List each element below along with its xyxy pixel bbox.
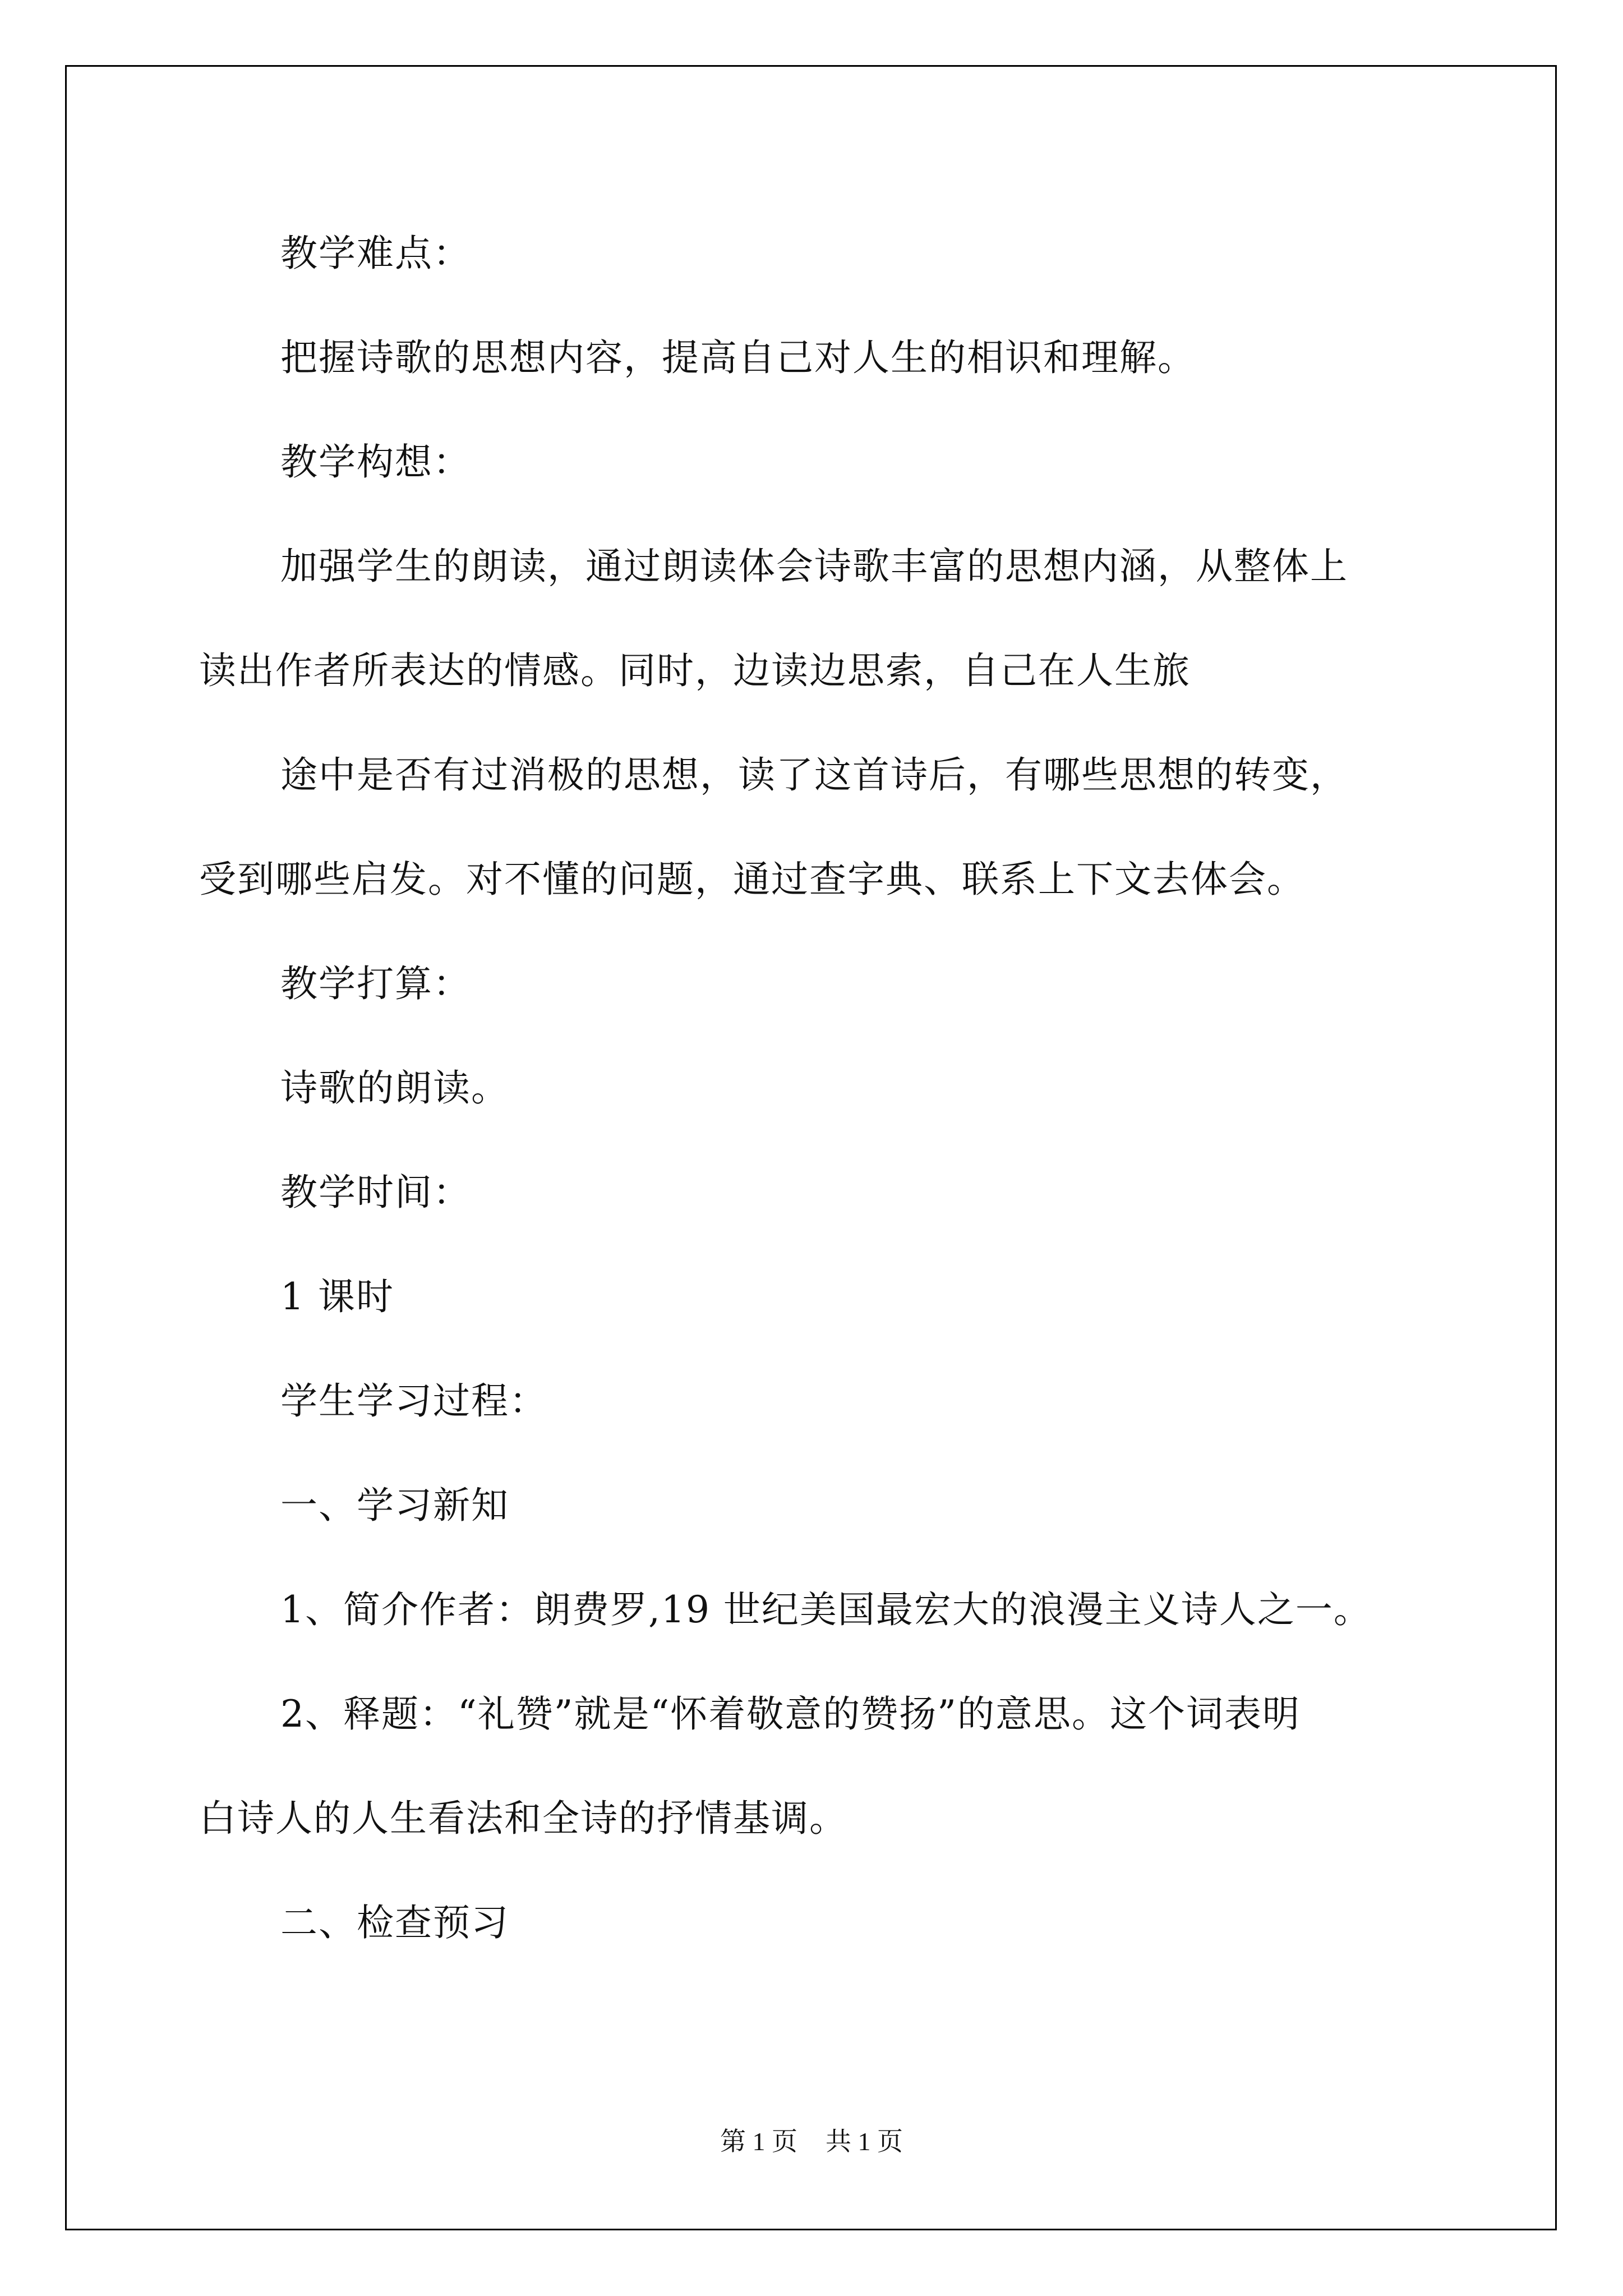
page-footer — [0, 2126, 1623, 2157]
text-line: 教学难点： — [280, 232, 471, 275]
text-line: 加强学生的朗读，通过朗读体会诗歌丰富的思想内涵，从整体上 — [280, 545, 1348, 588]
text-line: 白诗人的人生看法和全诗的抒情基调。 — [199, 1797, 847, 1840]
text-line: 教学时间： — [280, 1171, 471, 1214]
text-line: 途中是否有过消极的思想，读了这首诗后，有哪些思想的转变， — [280, 753, 1348, 797]
text-line: 1、简介作者：朗费罗,19 世纪美国最宏大的浪漫主义诗人之一。 — [280, 1588, 1372, 1631]
text-line: 2、释题：“礼赞”就是“怀着敬意的赞扬”的意思。这个词表明 — [280, 1692, 1301, 1736]
text-line: 一、学习新知 — [280, 1484, 509, 1527]
text-line: 读出作者所表达的情感。同时，边读边思索，自己在人生旅 — [199, 649, 1191, 692]
text-line: 1 课时 — [280, 1275, 394, 1318]
page-number: 第 1 页 — [720, 2127, 797, 2156]
text-line: 诗歌的朗读。 — [280, 1066, 509, 1110]
text-line: 把握诗歌的思想内容，提高自己对人生的相识和理解。 — [280, 336, 1196, 379]
text-line: 教学打算： — [280, 962, 471, 1005]
text-line: 二、检查预习 — [280, 1901, 509, 1944]
text-line: 受到哪些启发。对不懂的问题，通过查字典、联系上下文去体会。 — [199, 858, 1305, 901]
text-line: 教学构想： — [280, 440, 471, 484]
page-total: 共 1 页 — [826, 2127, 903, 2156]
text-line: 学生学习过程： — [280, 1379, 547, 1423]
